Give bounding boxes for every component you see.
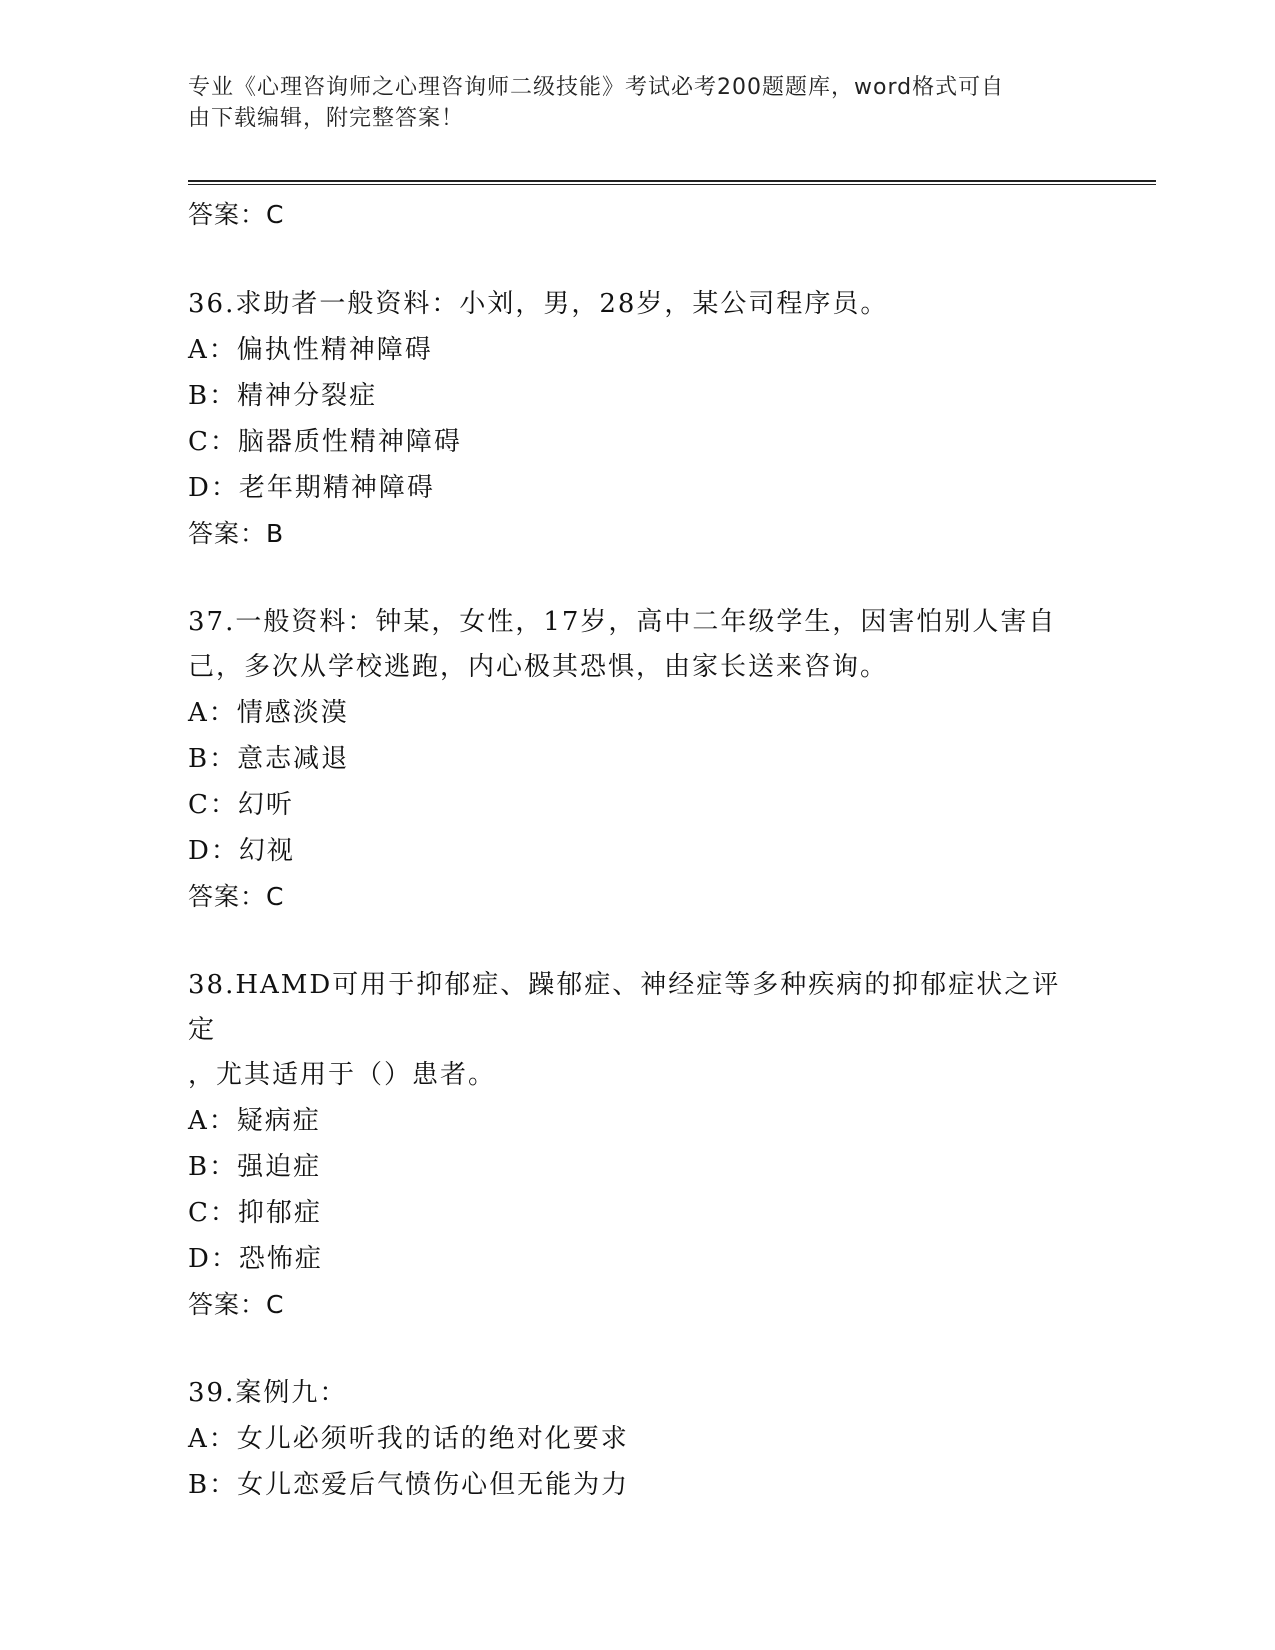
answer-line: 答案：C [188, 200, 285, 229]
option-b: B：强迫症 [188, 1152, 322, 1182]
question-38 [188, 963, 1088, 1328]
option-d: D：老年期精神障碍 [188, 473, 435, 503]
question-list [188, 192, 1088, 1508]
option-c: C：抑郁症 [188, 1198, 322, 1228]
question-stem: 36.求助者一般资料：小刘，男，28岁，某公司程序员。 [188, 289, 889, 319]
question-stem-line-2: ，尤其适用于（）患者。 [188, 1060, 497, 1090]
answer-line: 答案：C [188, 1290, 285, 1319]
document-header [188, 72, 1088, 134]
option-d: D：恐怖症 [188, 1244, 323, 1274]
option-a: A：女儿必须听我的话的绝对化要求 [188, 1424, 629, 1454]
question-37 [188, 600, 1088, 920]
answer-line: 答案：C [188, 882, 285, 911]
question-36 [188, 282, 1088, 557]
option-a: A：偏执性精神障碍 [188, 335, 433, 365]
header-line-1: 专业《心理咨询师之心理咨询师二级技能》考试必考200题题库，word格式可自 [188, 75, 1005, 100]
question-stem-line-1: 37.一般资料：钟某，女性，17岁，高中二年级学生，因害怕别人害自 [188, 607, 1057, 637]
option-a: A：疑病症 [188, 1106, 321, 1136]
option-c: C：脑器质性精神障碍 [188, 427, 462, 457]
option-b: B：意志减退 [188, 744, 350, 774]
option-a: A：情感淡漠 [188, 698, 349, 728]
answer-line: 答案：B [188, 519, 285, 548]
question-stem: 39.案例九： [188, 1378, 348, 1408]
option-b: B：女儿恋爱后气愤伤心但无能为力 [188, 1470, 630, 1500]
header-divider-thin [188, 184, 1156, 185]
question-stem-line-1: 38.HAMD可用于抑郁症、躁郁症、神经症等多种疾病的抑郁症状之评定 [188, 970, 1061, 1045]
question-stem-line-2: 己，多次从学校逃跑，内心极其恐惧，由家长送来咨询。 [188, 652, 889, 682]
option-d: D：幻视 [188, 836, 295, 866]
question-39 [188, 1371, 1088, 1508]
option-b: B：精神分裂症 [188, 381, 378, 411]
header-divider-thick [188, 180, 1156, 182]
header-line-2: 由下载编辑，附完整答案！ [188, 106, 465, 131]
option-c: C：幻听 [188, 790, 294, 820]
